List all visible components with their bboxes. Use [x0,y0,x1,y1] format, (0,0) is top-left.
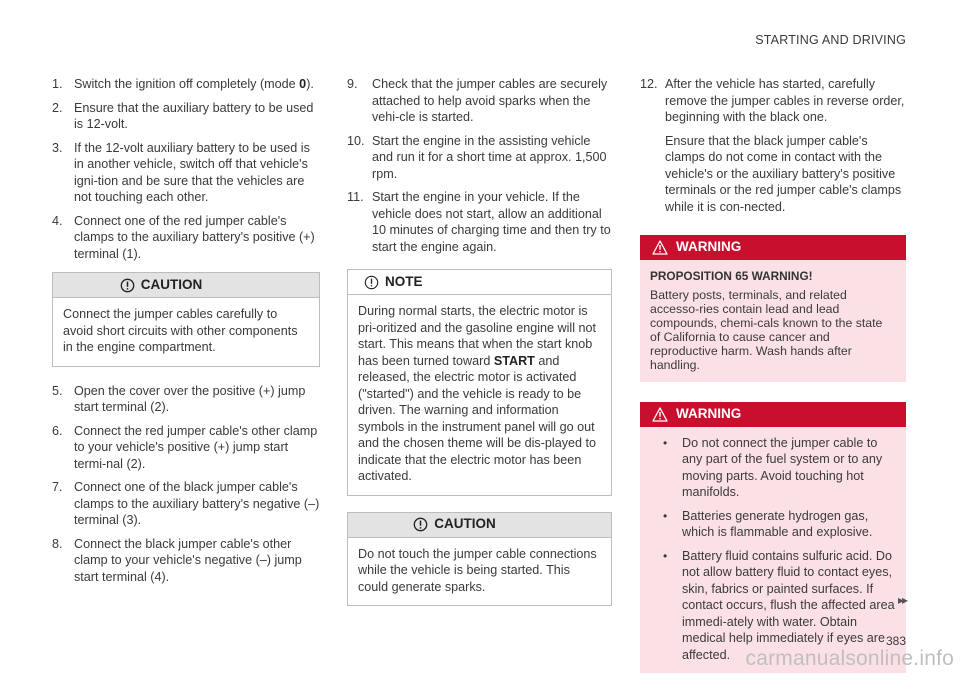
step-text-tail: ). [306,77,314,91]
warning-triangle-icon [652,407,668,422]
start-knob-label: START [493,353,535,368]
step-number: 6. [52,423,63,438]
bullet-text: Battery fluid contains sulfuric acid. Do not allow battery fluid to contact eyes, skin, fabrics or painted surfaces. If contact occurs, flush the affected area immedi-ately with water. Obtain medical help immediately if eyes are affected. [682,548,895,662]
step-number: 12. [640,77,658,91]
step-text: Check that the jumper cables are securely attached to help avoid sparks when the vehi-cle is started. [372,77,608,124]
step-text: After the vehicle has started, carefully remove the jumper cables in reverse order, beginning with the black one. [665,77,905,124]
list-item [347,76,612,126]
step-text: Connect one of the red jumper cable's clamps to the auxiliary battery's positive (+) terminal (1). [74,213,315,261]
bullet-icon: • [663,548,668,563]
note-text-b: and released, the electric motor is activated ("started") and the vehicle is ready to be driven. The warning and information symbols in the instrument panel will go out and the chosen theme will be dis-played to indicate that the electric motor has been activated. [358,353,597,483]
step-number: 10. [347,133,365,148]
list-item [52,479,320,529]
note-text [348,295,611,495]
list-item [347,133,612,183]
list-item [640,76,906,126]
list-item [52,100,320,133]
list-item [650,435,896,501]
list-item [650,508,896,541]
warning-body [640,260,906,382]
caution-label: CAUTION [140,276,203,292]
steps-list-1-4 [52,76,320,262]
caution-box [347,512,612,607]
step-number: 2. [52,100,63,115]
bullet-text: Batteries generate hydrogen gas, which is flammable and explosive. [682,508,873,539]
note-header [348,270,611,295]
list-item [347,189,612,255]
step-text: Start the engine in your vehicle. If the vehicle does not start, allow an additional 10 minutes of charging time and then try to start the engine again. [372,190,611,254]
step-number: 1. [52,77,63,91]
note-box [347,269,612,496]
list-item [52,536,320,586]
exclamation-circle-icon [413,517,428,532]
caution-header [53,273,319,298]
watermark: carmanualsonline.info [745,647,954,670]
section-header: STARTING AND DRIVING [755,33,906,47]
list-item [52,383,320,416]
step-number: 8. [52,536,63,551]
step-text: Connect the black jumper cable's other clamp to your vehicle's negative (–) jump start terminal (4). [74,536,302,584]
warning-triangle-icon [652,240,668,255]
list-item [52,140,320,206]
warning-box-prop65 [640,235,906,382]
step-text: Switch the ignition off completely (mode [74,77,300,91]
caution-text: Do not touch the jumper cable connections while the vehicle is being started. This could generate sparks. [358,546,597,594]
caution-text: Connect the jumper cables carefully to avoid short circuits with other components in the engine compartment. [63,307,298,354]
page-number: 383 [885,634,906,648]
step-text: Connect the red jumper cable's other clamp to your vehicle's positive (+) jump start termi-nal (2). [74,423,318,471]
step-text: Start the engine in the assisting vehicle and run it for a short time at approx. 1,500 rpm. [372,133,607,181]
step-number: 11. [347,190,364,204]
warning-header [640,402,906,427]
warning-label: WARNING [676,239,742,255]
list-item [52,76,320,93]
steps-list-9-11 [347,76,612,255]
steps-list-5-8 [52,383,320,586]
warning-text: Battery posts, terminals, and related accesso-ries contain lead and lead compounds, chemi-cals known to the state of California to cause cancer and reproductive harm. Wash hands after handling. [650,287,883,372]
exclamation-circle-icon [120,278,135,293]
warning-bullets [650,435,896,664]
mode-value: 0 [299,77,307,91]
continue-arrows-icon: ▸▸ [897,593,906,607]
caution-header [348,513,611,538]
list-item [52,423,320,473]
bullet-icon: • [663,508,668,523]
step-text: Connect one of the black jumper cable's clamps to the auxiliary battery's negative (–) terminal (3). [74,480,320,527]
step-number: 5. [52,383,63,398]
steps-list-12 [640,76,906,126]
list-item [650,548,896,664]
step-number: 7. [52,480,63,494]
step-number: 3. [52,140,63,155]
bullet-text: Do not connect the jumper cable to any part of the fuel system or to any moving parts. Avoid touching hot manifolds. [682,435,883,499]
caution-box [52,272,320,367]
step-text: Ensure that the auxiliary battery to be used is 12-volt. [74,100,314,131]
note-label: NOTE [385,273,423,289]
step-text: Open the cover over the positive (+) jump start terminal (2). [74,383,306,414]
bullet-icon: • [663,435,668,450]
warning-box-jumper [640,402,906,674]
step-number: 4. [52,213,63,228]
step-subparagraph: Ensure that the black jumper cable's clamps do not come in contact with the vehicle's or the auxiliary battery's positive terminals or the red jumper cable's clamps while it is con-nected. [665,133,902,214]
step-text: If the 12-volt auxiliary battery to be used is in another vehicle, switch off that vehicle's igni-tion and be sure that the vehicles are not touching each other. [74,140,310,204]
warning-header [640,235,906,260]
caution-label: CAUTION [434,516,496,532]
column-3 [640,76,906,691]
warning-label: WARNING [676,405,742,421]
list-item [52,213,320,263]
note-text-a: During normal starts, the electric motor is pri-oritized and the gasoline engine will not start. This means that when the start knob has been turned toward [358,304,597,368]
step-number: 9. [347,77,358,91]
column-2 [347,76,612,622]
warning-body [640,427,906,674]
column-1 [52,76,320,592]
warning-title: PROPOSITION 65 WARNING! [650,269,813,283]
exclamation-circle-icon [364,275,379,290]
